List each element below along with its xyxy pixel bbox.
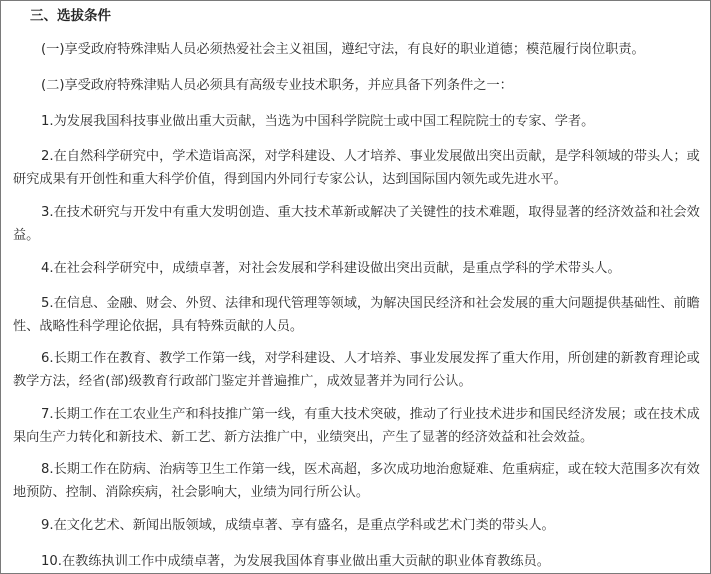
condition-item-6: 6.长期工作在教育、教学工作第一线，对学科建设、人才培养、事业发展发挥了重大作用，所创建的新教育理论或教学方法，经省(部)级教育行政部门鉴定并普遍推广，成效显著并为同行公认。 [13,351,700,389]
condition-item-9: 9.在文化艺术、新闻出版领域，成绩卓著、享有盛名，是重点学科或艺术门类的带头人。 [41,518,555,533]
condition-item-7: 7.长期工作在工农业生产和科技推广第一线，有重大技术突破，推动了行业技术进步和国民经济发展；或在技术成果向生产力转化和新技术、新工艺、新方法推广中，业绩突出，产生了显著的经济效益和社会效益。 [13,407,700,445]
paragraph-general-2: (二)享受政府特殊津贴人员必须具有高级专业技术职务，并应具备下列条件之一： [41,78,513,93]
condition-item-2: 2.在自然科学研究中，学术造诣高深，对学科建设、人才培养、事业发展做出突出贡献，是学科领域的带头人；或研究成果有开创性和重大科学价值，得到国内外同行专家公认，达到国际国内领先或先进水平。 [13,149,700,187]
paragraph-general-1: (一)享受政府特殊津贴人员必须热爱社会主义祖国，遵纪守法，有良好的职业道德；模范履行岗位职责。 [41,42,645,57]
condition-item-10: 10.在教练执训工作中成绩卓著，为发展我国体育事业做出重大贡献的职业体育教练员。 [41,554,550,569]
condition-item-4: 4.在社会科学研究中，成绩卓著，对社会发展和学科建设做出突出贡献，是重点学科的学术带头人。 [41,261,621,276]
condition-item-5: 5.在信息、金融、财会、外贸、法律和现代管理等领域，为解决国民经济和社会发展的重大问题提供基础性、前瞻性、战略性科学理论依据，具有特殊贡献的人员。 [13,296,700,334]
condition-item-8: 8.长期工作在防病、治病等卫生工作第一线，医术高超，多次成功地治愈疑难、危重病症，或在较大范围多次有效地预防、控制、消除疾病，社会影响大，业绩为同行所公认。 [13,462,700,500]
condition-item-1: 1.为发展我国科技事业做出重大贡献，当选为中国科学院院士或中国工程院院士的专家、学者。 [41,114,595,129]
section-title: 三、选拔条件 [30,8,111,24]
condition-item-3: 3.在技术研究与开发中有重大发明创造、重大技术革新或解决了关键性的技术难题，取得显著的经济效益和社会效益。 [13,205,700,243]
